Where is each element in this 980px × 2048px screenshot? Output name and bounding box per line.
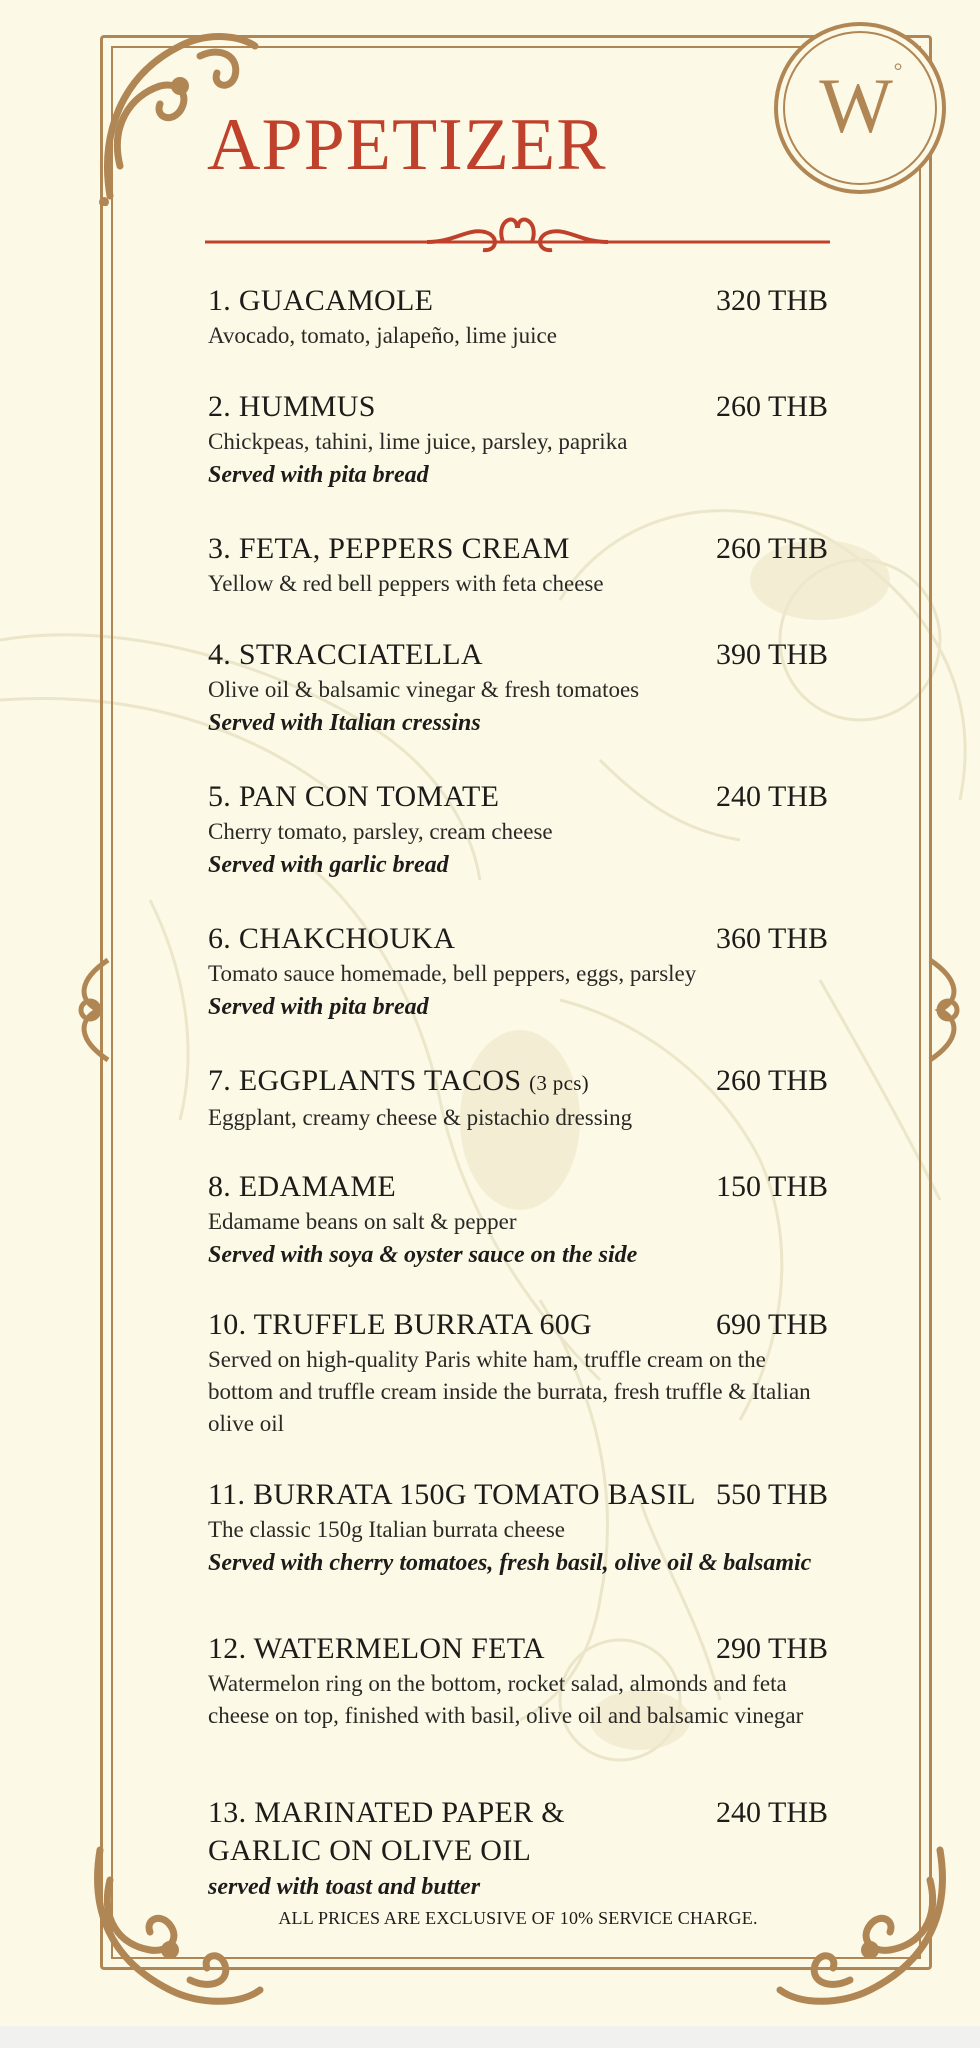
menu-item-name-text: 7. EGGPLANTS TACOS [208,1064,522,1097]
restaurant-logo [772,20,948,196]
menu-item [208,920,828,1024]
menu-item [208,636,828,740]
menu-item-description: Served on high-quality Paris white ham, truffle cream on the bottom and truffle cream inside the burrata, fresh truffle & Italian olive oil [208,1347,811,1436]
menu-item-header [208,920,828,958]
menu-item-header [208,1062,828,1102]
title-divider-ornament [205,210,830,260]
logo-letter: W [819,62,893,149]
menu-item-serving-note: Served with garlic bread [208,852,449,878]
menu-item-price: 260 THB [716,1064,828,1097]
menu-item-description: Tomato sauce homemade, bell peppers, eggs, parsley [208,961,697,986]
menu-item-name [208,920,455,958]
menu-item-name-text: 4. STRACCIATELLA [208,638,483,671]
menu-item-header [208,1476,828,1514]
menu-item-description: Watermelon ring on the bottom, rocket salad, almonds and feta cheese on top, finished with basil, olive oil and balsamic vinegar [208,1671,804,1728]
menu-item-name [208,1476,696,1514]
menu-item-header [208,282,828,320]
menu-item-price: 320 THB [716,284,828,317]
menu-item-description: Eggplant, creamy cheese & pistachio dressing [208,1105,633,1130]
menu-item-description: Avocado, tomato, jalapeño, lime juice [208,323,557,348]
menu-item-name-text: 12. WATERMELON FETA [208,1632,545,1665]
menu-item-name [208,1062,589,1102]
right-side-ornament-icon [914,955,970,1065]
menu-item-price: 390 THB [716,638,828,671]
menu-item-name [208,636,483,674]
menu-item [208,1062,828,1134]
menu-item-price: 240 THB [716,1796,828,1829]
menu-item [208,1168,828,1272]
menu-item-header [208,636,828,674]
menu-item-description: Cherry tomato, parsley, cream cheese [208,819,553,844]
menu-item [208,282,828,352]
menu-item-description: The classic 150g Italian burrata cheese [208,1517,565,1542]
menu-item-price: 690 THB [716,1308,828,1341]
menu-item [208,1630,828,1732]
menu-item-serving-note: Served with pita bread [208,994,429,1020]
menu-item-description: Edamame beans on salt & pepper [208,1209,517,1234]
menu-item [208,388,828,492]
menu-item-header [208,1168,828,1206]
menu-item-name [208,1306,592,1344]
menu-item-header [208,1630,828,1668]
menu-item-price: 260 THB [716,390,828,423]
menu-item-serving-note: Served with pita bread [208,462,429,488]
menu-item-name [208,530,570,568]
menu-item [208,1306,828,1440]
menu-item-name [208,1794,628,1870]
service-charge-note: ALL PRICES ARE EXCLUSIVE OF 10% SERVICE CHARGE. [278,1908,758,1928]
menu-item-name [208,388,376,426]
menu-item-name-text: 6. CHAKCHOUKA [208,922,456,955]
menu-item-header [208,778,828,816]
menu-item-quantity: (3 pcs) [529,1071,589,1095]
menu-item-name [208,282,433,320]
menu-item-description: Chickpeas, tahini, lime juice, parsley, paprika [208,429,628,454]
menu-item-serving-note: served with toast and butter [208,1874,481,1900]
menu-item-name [208,778,499,816]
menu-item-price: 290 THB [716,1632,828,1665]
menu-item-serving-note: Served with cherry tomatoes, fresh basil, olive oil & balsamic [208,1550,812,1576]
menu-item-header [208,1794,828,1870]
menu-item-header [208,530,828,568]
menu-item-name [208,1168,396,1206]
menu-item [208,778,828,882]
menu-item [208,530,828,600]
menu-item-name-text: 11. BURRATA 150G TOMATO BASIL [208,1478,696,1511]
page-title: APPETIZER [207,104,607,186]
menu-item-name-text: 3. FETA, PEPPERS CREAM [208,532,570,565]
menu-item-serving-note: Served with Italian cressins [208,710,481,736]
menu-item-name-text: 8. EDAMAME [208,1170,396,1203]
menu-item-price: 260 THB [716,532,828,565]
menu-item-name-text: 2. HUMMUS [208,390,376,423]
menu-item-price: 240 THB [716,780,828,813]
menu-item-name-text: 10. TRUFFLE BURRATA 60G [208,1308,593,1341]
left-side-ornament-icon [68,955,124,1065]
menu-item-description: Olive oil & balsamic vinegar & fresh tomatoes [208,677,640,702]
menu-item-name-text: 1. GUACAMOLE [208,284,434,317]
menu-item-name-text: 13. MARINATED PAPER & GARLIC ON OLIVE OIL [208,1796,565,1867]
logo-mark: ° [893,58,903,83]
menu-item-price: 550 THB [716,1478,828,1511]
menu-item [208,1794,828,1904]
menu-item [208,1476,828,1580]
menu-item-serving-note: Served with soya & oyster sauce on the side [208,1242,638,1268]
menu-item-price: 360 THB [716,922,828,955]
menu-item-header [208,388,828,426]
menu-item-header [208,1306,828,1344]
menu-item-description: Yellow & red bell peppers with feta cheese [208,571,604,596]
menu-item-name-text: 5. PAN CON TOMATE [208,780,500,813]
menu-item-price: 150 THB [716,1170,828,1203]
menu-item-name [208,1630,545,1668]
